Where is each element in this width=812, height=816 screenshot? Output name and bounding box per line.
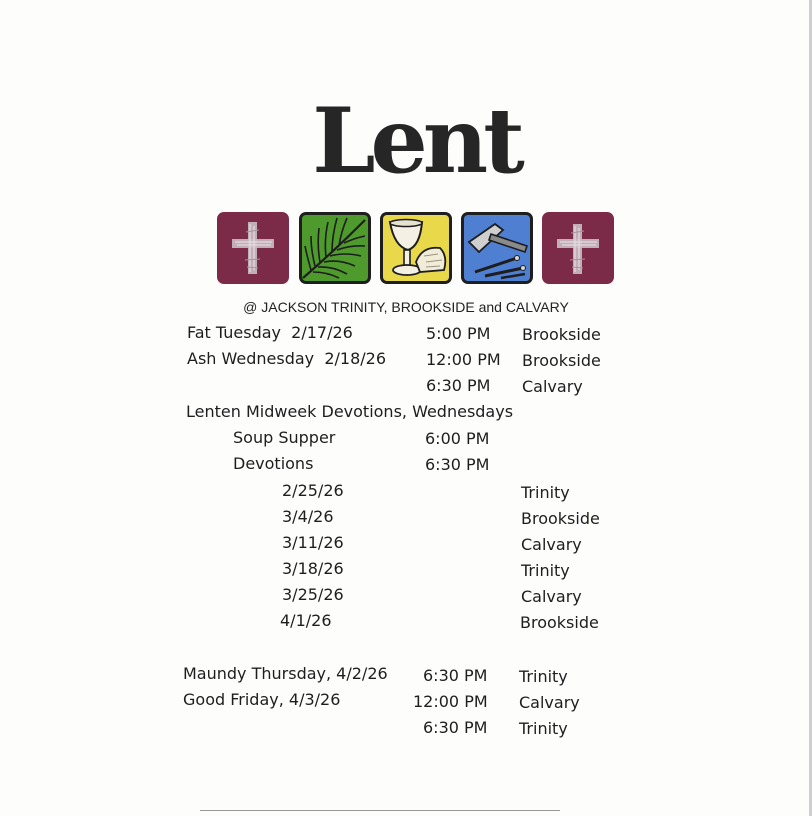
churches-subtitle: @ JACKSON TRINITY, BROOKSIDE and CALVARY [243, 299, 569, 315]
event-label: Devotions [233, 454, 314, 473]
event-label: Fat Tuesday 2/17/26 [187, 323, 353, 342]
event-date: 3/25/26 [282, 585, 344, 604]
event-location: Brookside [522, 325, 601, 344]
event-label: Soup Supper [233, 428, 336, 447]
event-time: 6:30 PM [423, 666, 488, 685]
event-location: Brookside [522, 351, 601, 370]
event-location: Calvary [521, 535, 582, 554]
hammer-nails-icon [461, 212, 533, 284]
chalice-bread-icon [380, 212, 452, 284]
page-title: Lent [312, 88, 520, 194]
event-location: Brookside [521, 509, 600, 528]
event-time: 6:30 PM [423, 718, 488, 737]
event-date: 4/1/26 [280, 611, 332, 630]
event-location: Calvary [521, 587, 582, 606]
event-label: Maundy Thursday, 4/2/26 [183, 664, 388, 683]
event-location: Trinity [521, 561, 570, 580]
event-date: 2/25/26 [282, 481, 344, 500]
bottom-rule [200, 810, 560, 811]
ash-cross-icon [542, 212, 614, 284]
event-time: 5:00 PM [426, 324, 491, 343]
event-label: Good Friday, 4/3/26 [183, 690, 341, 709]
section-heading: Lenten Midweek Devotions, Wednesdays [186, 402, 514, 421]
event-location: Calvary [522, 377, 583, 396]
event-time: 12:00 PM [413, 692, 488, 711]
event-location: Brookside [520, 613, 599, 632]
event-date: 3/18/26 [282, 559, 344, 578]
event-time: 6:00 PM [425, 429, 490, 448]
palm-branch-icon [299, 212, 371, 284]
event-label: Ash Wednesday 2/18/26 [187, 349, 386, 368]
event-location: Trinity [519, 667, 568, 686]
event-time: 12:00 PM [426, 350, 501, 369]
event-date: 3/11/26 [282, 533, 344, 552]
event-location: Trinity [521, 483, 570, 502]
event-date: 3/4/26 [282, 507, 334, 526]
event-location: Trinity [519, 719, 568, 738]
event-time: 6:30 PM [425, 455, 490, 474]
ash-cross-icon [217, 212, 289, 284]
event-location: Calvary [519, 693, 580, 712]
event-time: 6:30 PM [426, 376, 491, 395]
